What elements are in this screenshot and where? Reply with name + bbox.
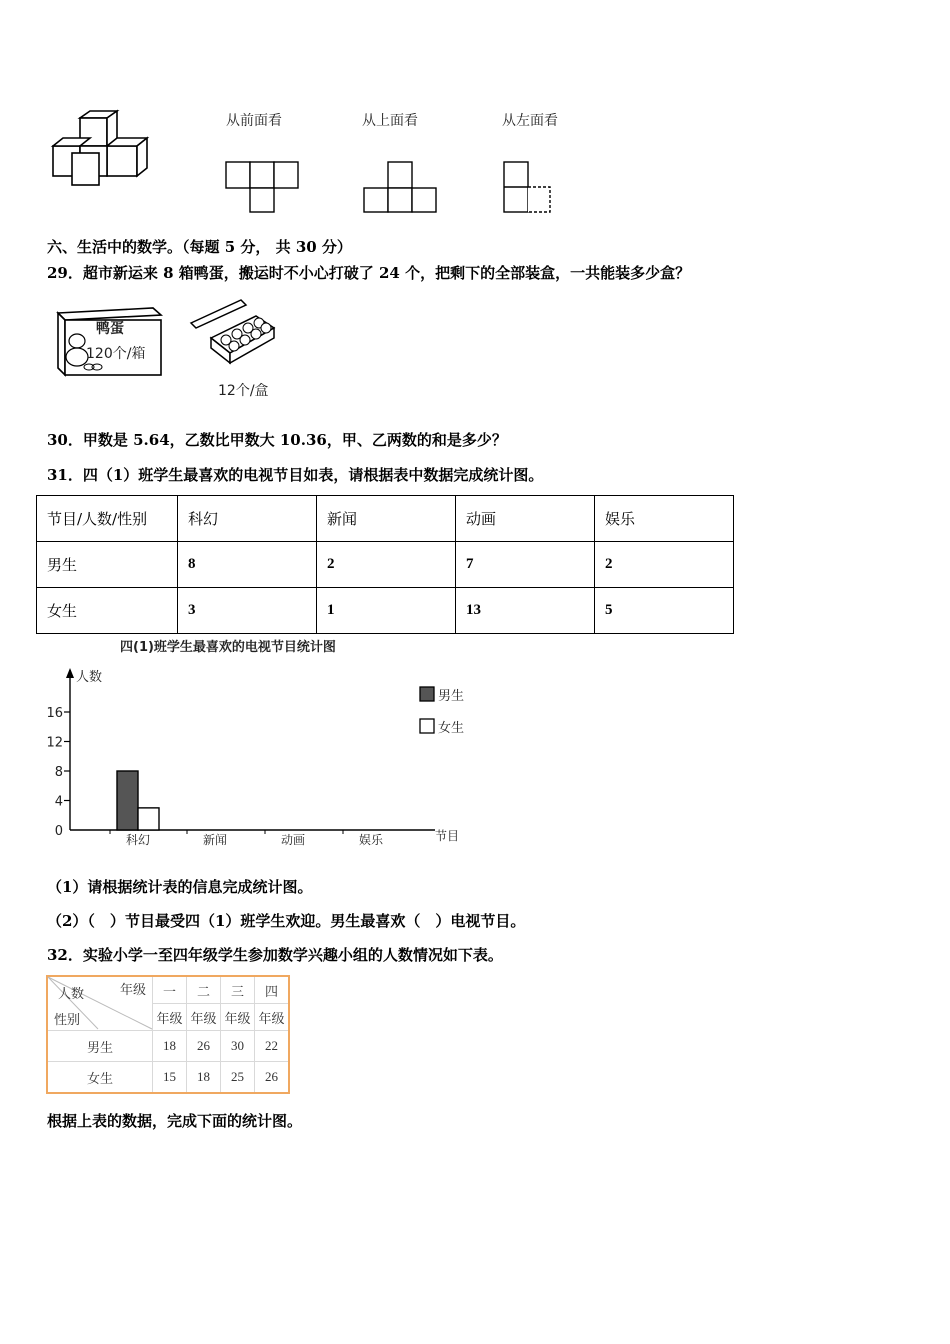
table-cell: 18: [153, 1031, 187, 1062]
tv-program-table: [36, 495, 734, 634]
grade-header: 年级: [187, 1004, 221, 1031]
legend-label: 男生: [438, 689, 465, 704]
question-31: 31．四（1）班学生最喜欢的电视节目如表，请根据表中数据完成统计图。: [47, 466, 544, 484]
question-32: 32．实验小学一至四年级学生参加数学兴趣小组的人数情况如下表。: [47, 946, 503, 964]
y-tick-label: 4: [54, 794, 63, 810]
table-cell: 男生: [37, 542, 178, 588]
legend-swatch: [420, 719, 434, 733]
table-header-cell: 科幻: [178, 496, 317, 542]
front-view-label: 从前面看: [226, 113, 282, 129]
bar-girls: [138, 808, 159, 830]
grade-header: 年级: [221, 1004, 255, 1031]
x-axis-label: 节目: [435, 829, 460, 843]
y-tick-label: 16: [46, 706, 63, 721]
y-axis-arrow: [66, 668, 74, 678]
table-cell: 18: [187, 1062, 221, 1094]
x-tick-label: 科幻: [125, 833, 151, 847]
question-29: 29．超市新运来 8 箱鸭蛋，搬运时不小心打破了 24 个，把剩下的全部装盒，一共能装多少盒？: [47, 264, 691, 282]
egg-carton-label: 12个/盒: [218, 383, 269, 399]
table-cell: 7: [456, 542, 595, 588]
question-30: 30．甲数是 5.64，乙数比甲数大 10.36，甲、乙两数的和是多少？: [47, 431, 507, 449]
chart-title: 四(1)班学生最喜欢的电视节目统计图: [120, 640, 336, 655]
y-tick-label: 8: [54, 765, 63, 780]
y-tick-label: 12: [46, 735, 63, 751]
table-cell: 5: [595, 588, 734, 634]
table-cell: 女生: [37, 588, 178, 634]
grade-header: 年级: [153, 1004, 187, 1031]
table-header-cell: 娱乐: [595, 496, 734, 542]
question-32-instruction: 根据上表的数据，完成下面的统计图。: [47, 1112, 303, 1130]
grade-header: 二: [187, 976, 221, 1004]
y-tick-label: 0: [54, 824, 63, 839]
table-header-cell: 新闻: [317, 496, 456, 542]
table-row: [37, 588, 734, 634]
grade-header: 三: [221, 976, 255, 1004]
egg-box-figure: [53, 303, 168, 378]
table-row: [37, 542, 734, 588]
question-31-part-1: （1）请根据统计表的信息完成统计图。: [47, 878, 313, 896]
table-cell: 22: [255, 1031, 290, 1062]
table-corner-cell: [47, 976, 153, 1031]
y-axis-label: 人数: [76, 670, 103, 685]
table-header-cell: 节目/人数/性别: [37, 496, 178, 542]
table-cell: 2: [317, 542, 456, 588]
corner-grade-label: 年级: [119, 982, 146, 997]
legend-label: 女生: [438, 721, 465, 736]
question-31-part-2: （2）（ ）节目最受四（1）班学生欢迎。男生最喜欢（ ）电视节目。: [47, 912, 526, 930]
table-row: [47, 1062, 289, 1094]
table-cell: 30: [221, 1031, 255, 1062]
grade-header: 四: [255, 976, 290, 1004]
table-cell: 26: [255, 1062, 290, 1094]
x-tick-label: 新闻: [202, 833, 228, 847]
top-view-label: 从上面看: [362, 113, 418, 129]
table-cell: 1: [317, 588, 456, 634]
table-cell: 15: [153, 1062, 187, 1094]
table-header-row: [47, 976, 289, 1004]
corner-count-label: 人数: [58, 986, 85, 1001]
cube-figure: [50, 108, 200, 198]
corner-gender-label: 性别: [54, 1012, 81, 1027]
table-header-cell: 动画: [456, 496, 595, 542]
bar-boys: [117, 771, 138, 830]
table-cell: 13: [456, 588, 595, 634]
table-header-row: [37, 496, 734, 542]
x-tick-label: 动画: [280, 833, 306, 847]
table-cell: 8: [178, 542, 317, 588]
table-cell: 26: [187, 1031, 221, 1062]
front-view-figure: [224, 160, 304, 220]
x-tick-label: 娱乐: [358, 833, 384, 847]
table-cell: 2: [595, 542, 734, 588]
math-club-table: [46, 975, 290, 1094]
top-view-figure: [362, 160, 442, 220]
legend-swatch: [420, 687, 434, 701]
table-cell: 25: [221, 1062, 255, 1094]
table-cell: 3: [178, 588, 317, 634]
left-view-figure: [502, 160, 562, 220]
grade-header: 一: [153, 976, 187, 1004]
grade-header: 年级: [255, 1004, 290, 1031]
row-label: 女生: [47, 1062, 153, 1094]
section-six-title: 六、生活中的数学。（每题 5 分， 共 30 分）: [47, 238, 352, 256]
egg-box-title: 鸭蛋: [96, 321, 124, 337]
egg-box-label: 120个/箱: [86, 346, 146, 362]
row-label: 男生: [47, 1031, 153, 1062]
table-row: [47, 1031, 289, 1062]
tv-program-bar-chart: [40, 635, 480, 850]
left-view-label: 从左面看: [502, 113, 558, 129]
egg-carton-figure: [186, 298, 286, 378]
